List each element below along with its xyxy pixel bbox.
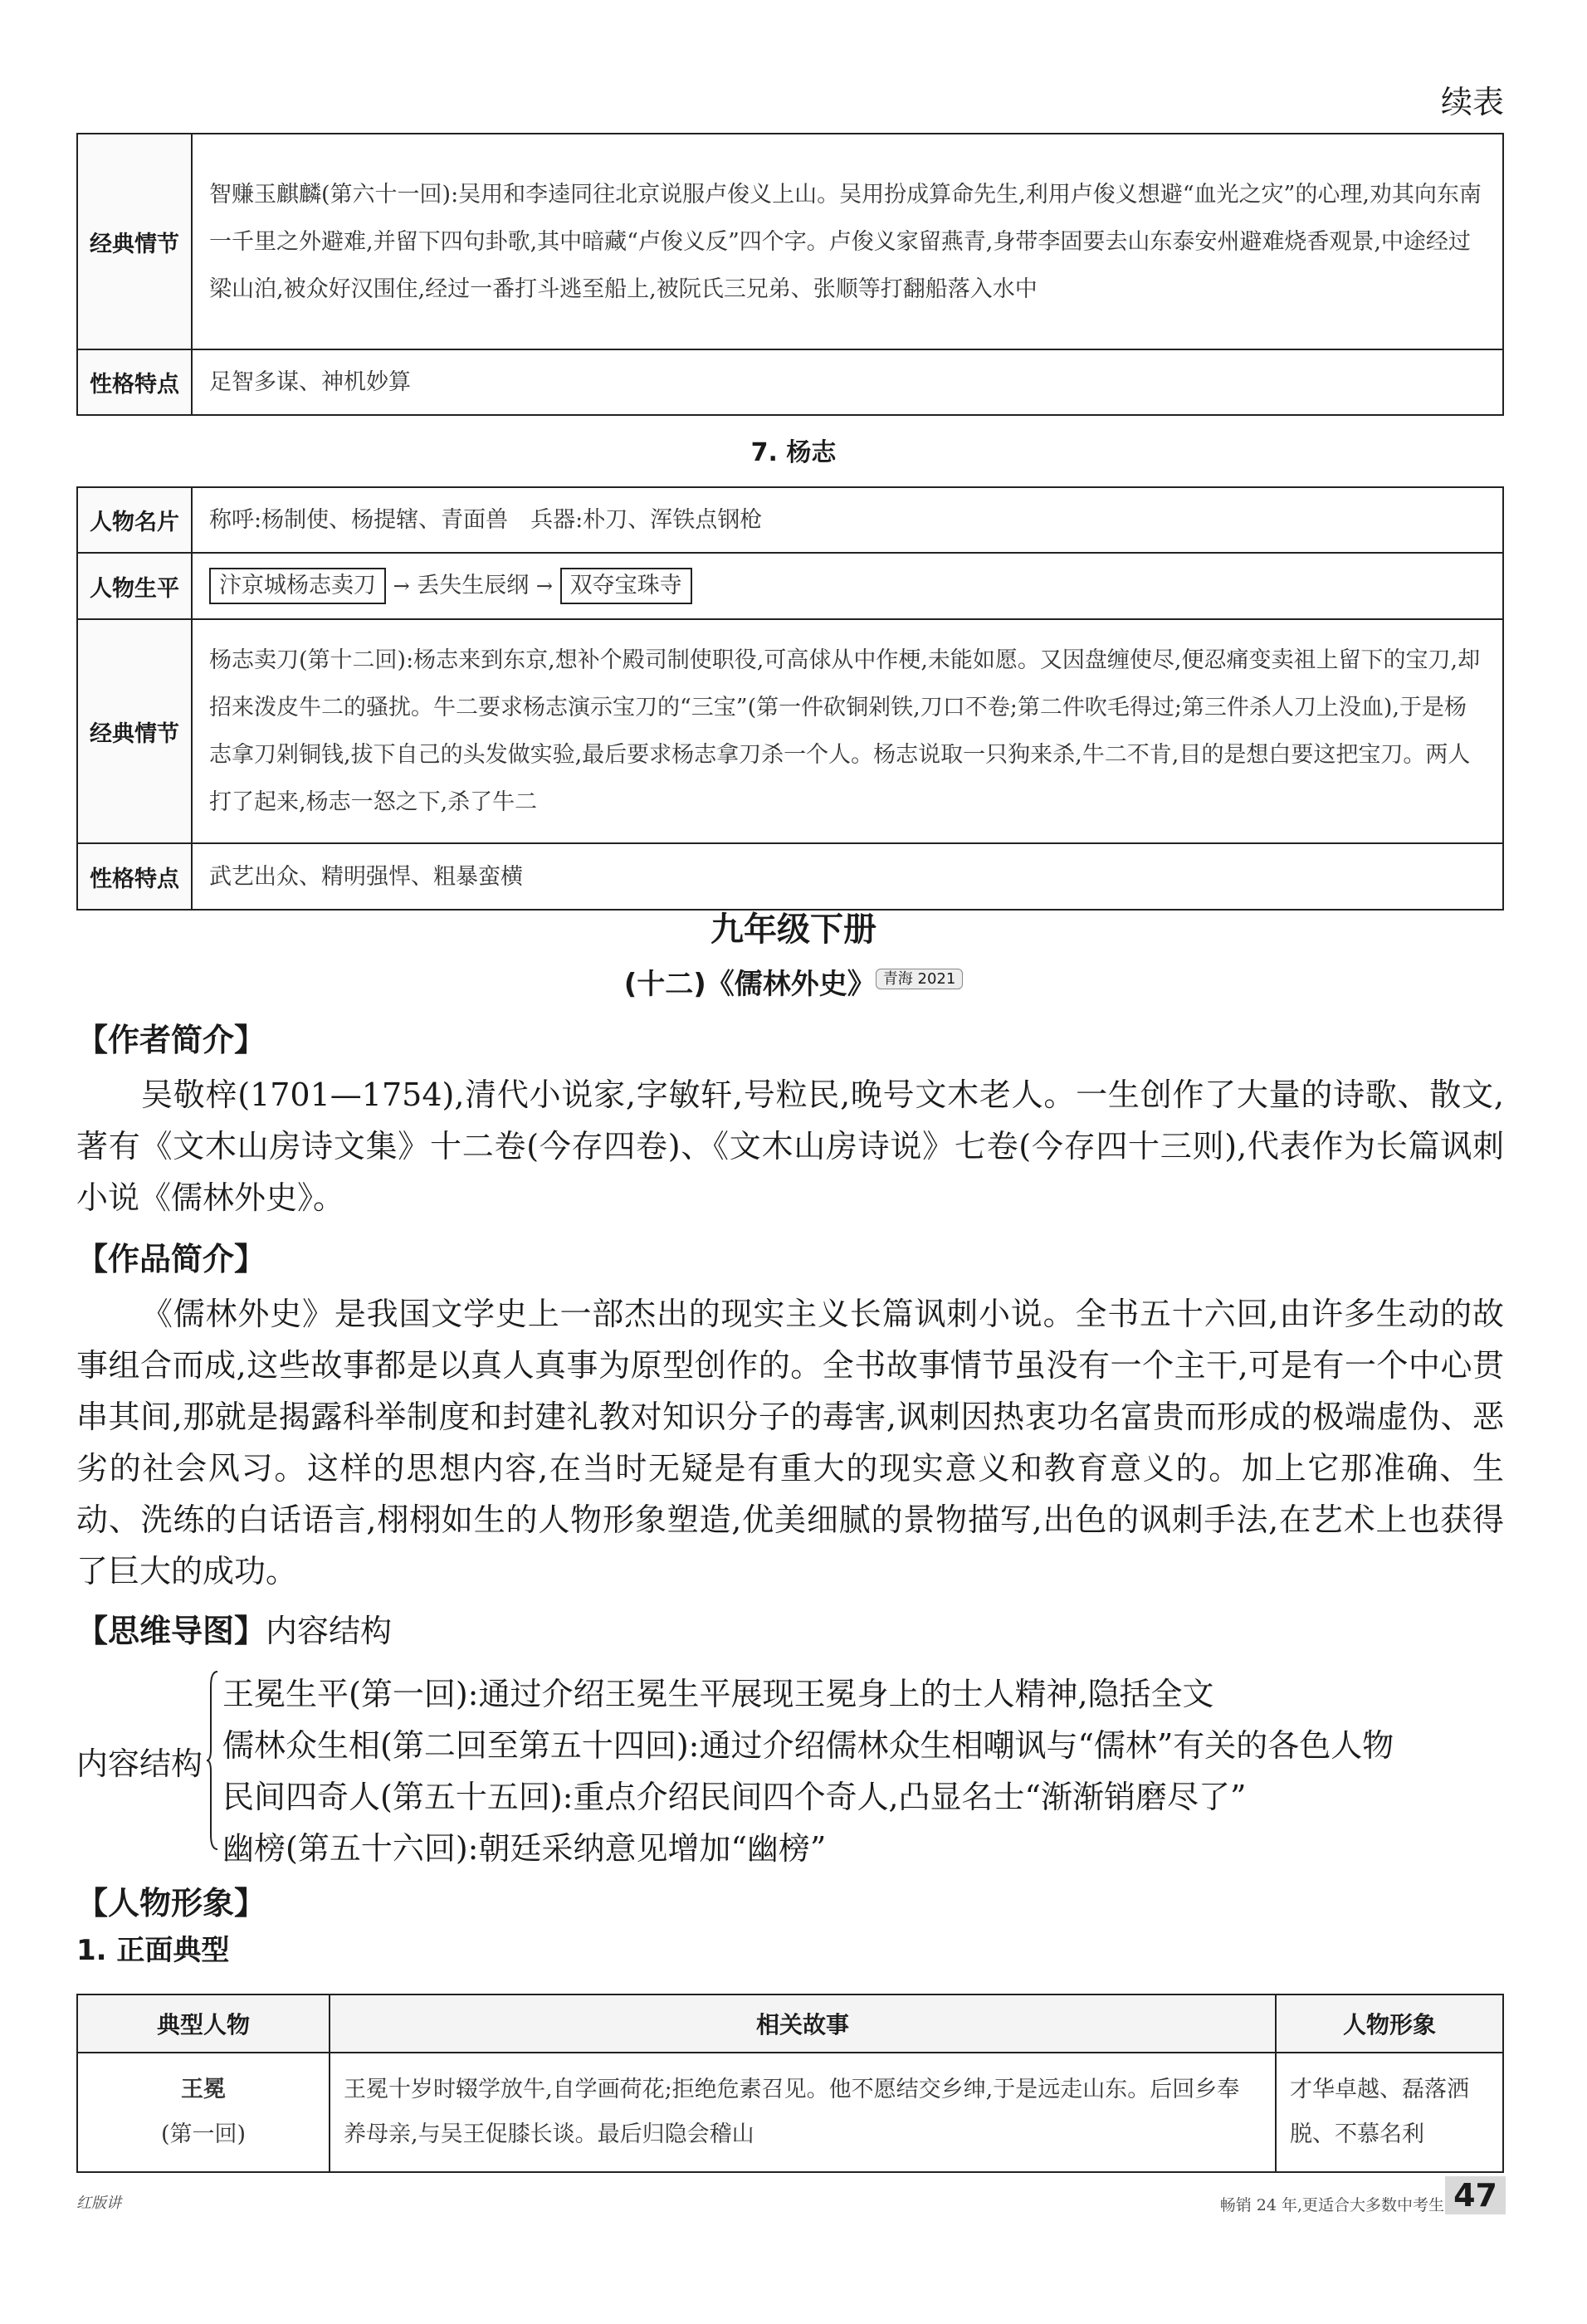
author-text: 吴敬梓(1701—1754),清代小说家,字敏轩,号粒民,晚号文木老人。一生创作了大量的诗歌、散文,著有《文木山房诗文集》十二卷(今存四卷)、《文木山房诗说》七卷(今存四十三则),代表作为长篇讽刺小说《儒林外史》。	[76, 1077, 1504, 1216]
row-key: 人物生平	[77, 553, 192, 619]
table-row	[77, 619, 1503, 843]
author-heading: 【作者简介】	[76, 1022, 266, 1058]
book-title	[0, 961, 1587, 1002]
arrow-right-icon: →	[535, 574, 553, 598]
row-value: 智赚玉麒麟(第六十一回):吴用和李逵同往北京说服卢俊义上山。吴用扮成算命先生,利用卢俊义想避“血光之灾”的心理,劝其向东南一千里之外避难,并留下四句卦歌,其中暗藏“卢俊义反”四个字。卢俊义家留燕青,身带李固要去山东泰安州避难烧香观景,中途经过梁山泊,被众好汉围住,经过一番打斗逃至船上,被阮氏三兄弟、张顺等打翻船落入水中	[192, 134, 1503, 349]
character-story: 王冕十岁时辍学放牛,自学画荷花;拒绝危素召见。他不愿结交乡绅,于是远走山东。后回乡奉养母亲,与吴王促膝长谈。最后归隐会稽山	[330, 2053, 1276, 2172]
flow-step: 丢失生辰纲	[417, 573, 530, 598]
table-row	[77, 553, 1503, 619]
table-header-row	[77, 1994, 1503, 2053]
row-key: 人物名片	[77, 487, 192, 553]
row-value: 武艺出众、精明强悍、粗暴蛮横	[192, 843, 1503, 910]
flow-step: 双夺宝珠寺	[560, 568, 692, 604]
page-number: 47	[1445, 2176, 1506, 2214]
table-row	[77, 487, 1503, 553]
continued-table	[76, 133, 1504, 416]
footer-slogan: 畅销 24 年,更适合大多数中考生	[1219, 2196, 1444, 2214]
mindmap-branch: 民间四奇人(第五十五回):重点介绍民间四个奇人,凸显名士“渐渐销磨尽了”	[222, 1779, 1247, 1815]
flow-step: 汴京城杨志卖刀	[209, 568, 386, 604]
row-value: 足智多谋、神机妙算	[192, 349, 1503, 415]
characters-table	[76, 1994, 1504, 2173]
table-row	[77, 134, 1503, 349]
book-title-text: (十二)《儒林外史》	[623, 968, 876, 1001]
row-key: 性格特点	[77, 843, 192, 910]
character-name: 王冕	[181, 2077, 226, 2102]
arrow-right-icon: →	[393, 574, 410, 598]
table-row	[77, 2053, 1503, 2172]
column-header: 人物形象	[1276, 1994, 1503, 2053]
row-key: 性格特点	[77, 349, 192, 415]
brace-icon	[206, 1670, 219, 1851]
work-heading: 【作品简介】	[76, 1241, 266, 1277]
yangzhi-table	[76, 486, 1504, 911]
life-flow	[192, 553, 1503, 619]
continued-label: 续表	[1440, 84, 1504, 120]
mindmap-branch: 儒林众生相(第二回至第五十四回):通过介绍儒林众生相嘲讽与“儒林”有关的各色人物	[222, 1727, 1394, 1764]
characters-subheading: 1. 正面典型	[76, 1934, 230, 1967]
mindmap-heading-label: 【思维导图】	[76, 1613, 266, 1649]
exam-tag: 青海 2021	[876, 969, 964, 989]
column-header: 相关故事	[330, 1994, 1276, 2053]
mindmap-branch: 王冕生平(第一回):通过介绍王冕生平展现王冕身上的士人精神,隐括全文	[222, 1676, 1214, 1712]
mindmap-subheading: 内容结构	[266, 1613, 393, 1649]
footer-brand: 红版讲	[76, 2195, 121, 2212]
character-cell	[77, 2053, 330, 2172]
table-row	[77, 349, 1503, 415]
characters-heading: 【人物形象】	[76, 1885, 266, 1921]
mindmap-heading	[76, 1605, 392, 1651]
work-text: 《儒林外史》是我国文学史上一部杰出的现实主义长篇讽刺小说。全书五十六回,由许多生动的故事组合而成,这些故事都是以真人真事为原型创作的。全书故事情节虽没有一个主干,可是有一个中心贯串其间,那就是揭露科举制度和封建礼教对知识分子的毒害,讽刺因热衷功名富贵而形成的极端虚伪、恶劣的社会风习。这样的思想内容,在当时无疑是有重大的现实意义和教育意义的。加上它那准确、生动、洗练的白话语言,栩栩如生的人物形象塑造,优美细腻的景物描写,出色的讽刺手法,在艺术上也获得了巨大的成功。	[76, 1296, 1504, 1589]
row-value: 杨志卖刀(第十二回):杨志来到东京,想补个殿司制使职役,可高俅从中作梗,未能如愿。又因盘缠使尽,便忍痛变卖祖上留下的宝刀,却招来泼皮牛二的骚扰。牛二要求杨志演示宝刀的“三宝”(第一件砍铜剁铁,刀口不卷;第二件吹毛得过;第三件杀人刀上没血),于是杨志拿刀剁铜钱,拔下自己的头发做实验,最后要求杨志拿刀杀一个人。杨志说取一只狗来杀,牛二不肯,目的是想白要这把宝刀。两人打了起来,杨志一怒之下,杀了牛二	[192, 619, 1503, 843]
row-key: 经典情节	[77, 134, 192, 349]
column-header: 典型人物	[77, 1994, 330, 2053]
character-image: 才华卓越、磊落洒脱、不慕名利	[1276, 2053, 1503, 2172]
section-title-yangzhi: 7. 杨志	[750, 438, 837, 467]
mindmap-root: 内容结构	[76, 1745, 203, 1782]
row-value: 称呼:杨制使、杨提辖、青面兽 兵器:朴刀、浑铁点钢枪	[192, 487, 1503, 553]
character-chapter: (第一回)	[160, 2121, 247, 2147]
grade-title: 九年级下册	[710, 911, 877, 949]
mindmap-branch: 幽榜(第五十六回):朝廷采纳意见增加“幽榜”	[222, 1830, 827, 1867]
row-key: 经典情节	[77, 619, 192, 843]
table-row	[77, 843, 1503, 910]
